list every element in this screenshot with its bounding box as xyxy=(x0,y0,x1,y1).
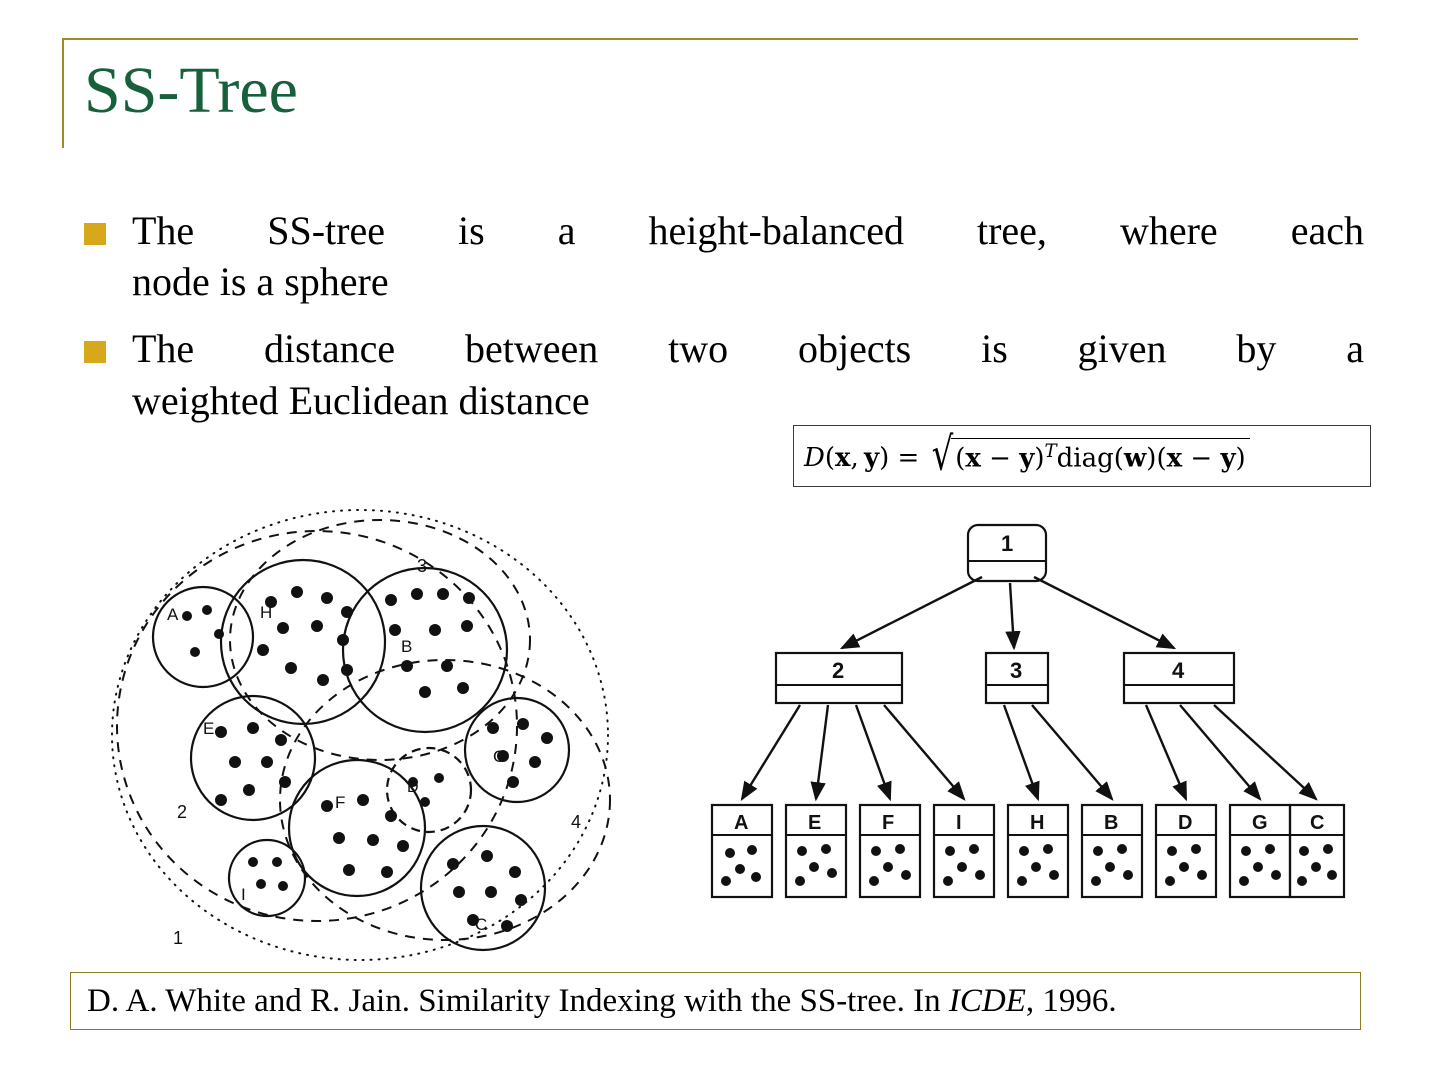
svg-text:G: G xyxy=(493,747,507,766)
svg-text:2: 2 xyxy=(832,658,845,683)
title-top-rule xyxy=(62,38,1358,40)
svg-text:D: D xyxy=(407,779,419,796)
citation-box xyxy=(70,972,1361,1030)
bullet-square-icon xyxy=(84,223,106,245)
svg-text:E: E xyxy=(203,719,215,738)
svg-text:3: 3 xyxy=(1010,658,1023,683)
svg-text:2: 2 xyxy=(177,802,188,822)
svg-text:D: D xyxy=(1178,812,1193,834)
svg-text:A: A xyxy=(167,605,179,624)
svg-text:1: 1 xyxy=(173,928,184,948)
title-left-rule xyxy=(62,38,64,148)
svg-text:4: 4 xyxy=(1172,658,1185,683)
list-item xyxy=(84,323,1364,425)
square-root-icon: √ $(x - y)^Tdiag(w)(x - y)$ xyxy=(932,438,1250,474)
bullet-square-icon xyxy=(84,341,106,363)
svg-text:C: C xyxy=(1310,812,1325,834)
svg-text:B: B xyxy=(401,637,413,656)
svg-text:3: 3 xyxy=(417,556,428,576)
svg-text:E: E xyxy=(808,812,822,834)
svg-text:F: F xyxy=(882,812,895,834)
svg-text:B: B xyxy=(1104,812,1119,834)
bullet-2-line-1: The distance between two objects is given by a xyxy=(132,326,1364,372)
list-item xyxy=(84,205,1364,307)
bullet-2-line-2: weighted Euclidean distance xyxy=(132,377,590,423)
citation-venue: ICDE xyxy=(948,982,1026,1019)
svg-text:I: I xyxy=(956,812,962,834)
svg-text:H: H xyxy=(260,603,273,622)
svg-text:A: A xyxy=(734,812,749,834)
svg-text:1: 1 xyxy=(1001,531,1014,556)
bullet-list xyxy=(84,205,1364,442)
formula-box xyxy=(793,425,1371,487)
citation-authors: D. A. White and R. Jain. xyxy=(87,982,410,1019)
page-title: SS-Tree xyxy=(84,54,298,127)
formula-expression: D(x, y) = √ $(x - y)^Tdiag(w)(x - y)$ xyxy=(804,438,1250,474)
svg-text:H: H xyxy=(1030,812,1045,834)
svg-text:C: C xyxy=(475,915,488,934)
ss-tree-structure-diagram xyxy=(690,505,1350,935)
svg-text:F: F xyxy=(335,793,346,812)
svg-text:G: G xyxy=(1252,812,1268,834)
citation-title: Similarity Indexing with the SS-tree. xyxy=(418,982,905,1019)
citation-venue-prefix: In xyxy=(913,982,941,1019)
citation-year: , 1996. xyxy=(1025,982,1117,1019)
sphere-partition-diagram xyxy=(95,500,665,970)
citation-text xyxy=(87,982,1117,1019)
svg-text:4: 4 xyxy=(571,812,582,832)
bullet-1-line-2: node is a sphere xyxy=(132,259,389,305)
svg-text:I: I xyxy=(241,885,246,904)
bullet-1-line-1: The SS-tree is a height-balanced tree, where each xyxy=(132,208,1364,253)
